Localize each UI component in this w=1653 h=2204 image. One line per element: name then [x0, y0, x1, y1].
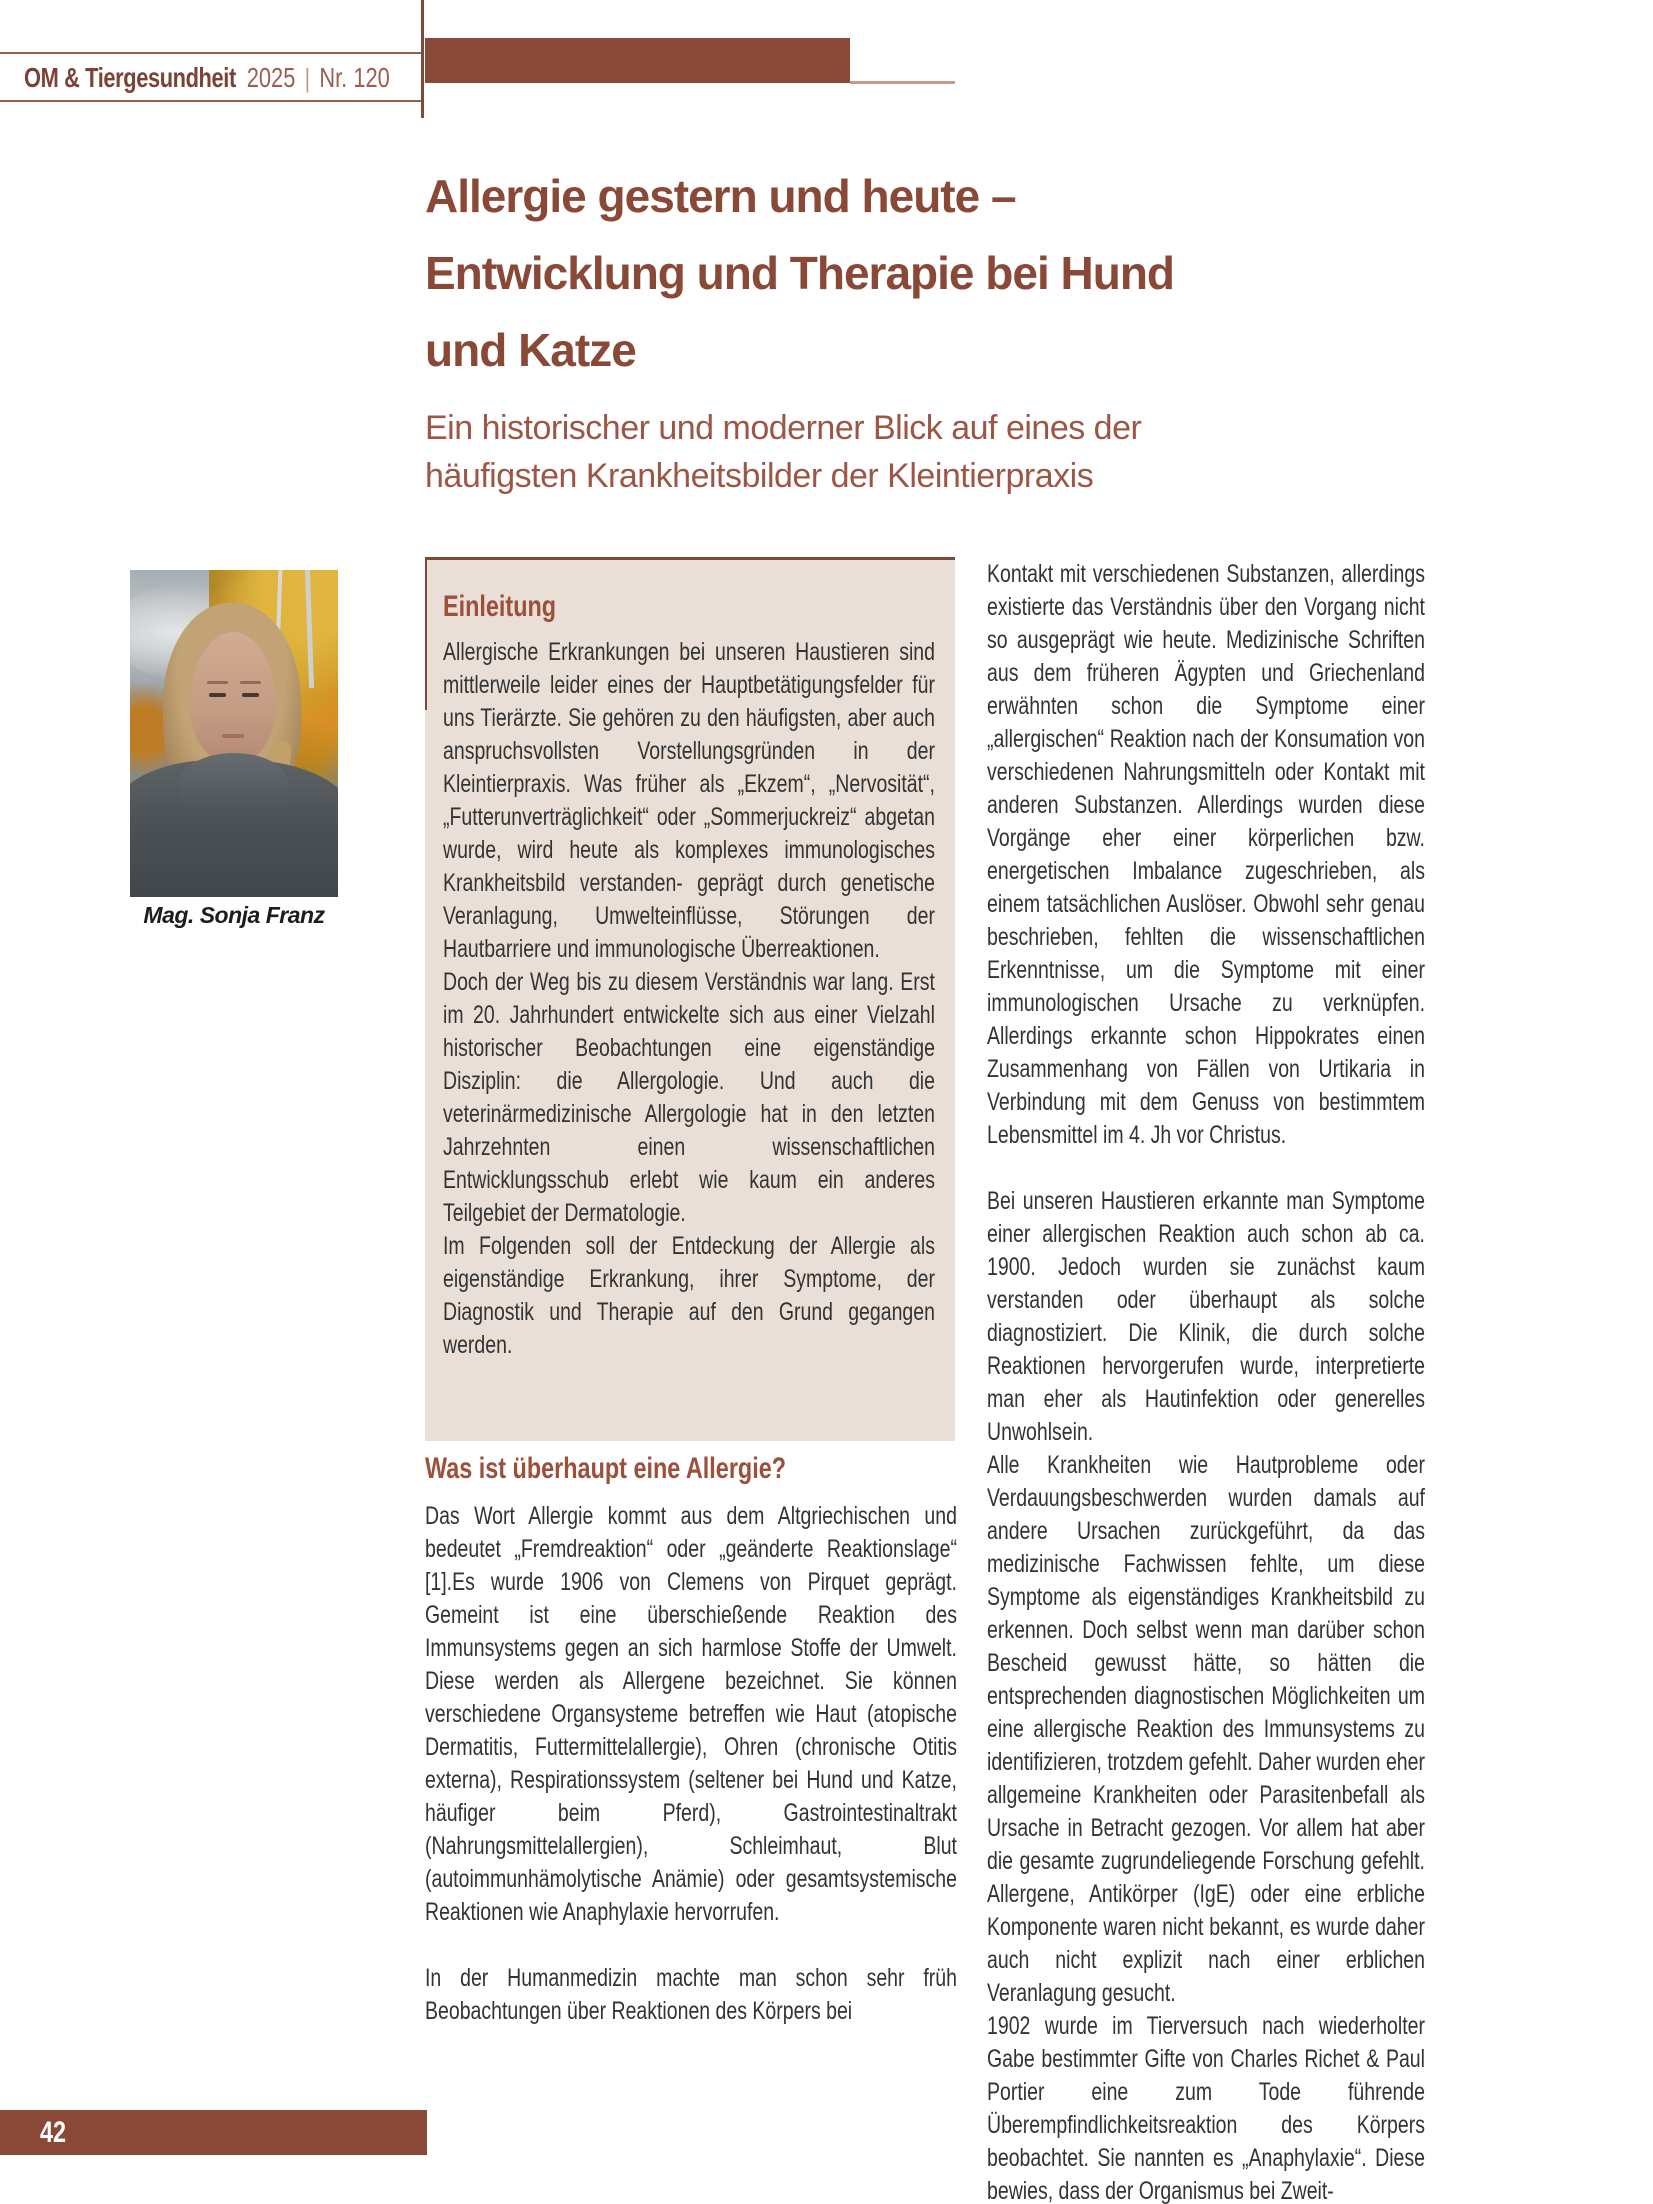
masthead-issue: Nr. 120: [319, 62, 390, 93]
photo-person-mouth: [222, 734, 245, 738]
photo-person-eye: [209, 693, 226, 697]
intro-paragraph: Doch der Weg bis zu diesem Verständnis war lang. Erst im 20. Jahrhundert entwickelte sich aus einer Vielzahl historischer Beobachtungen eine eigenständige Disziplin: die Allergologie. Und auch die veterinärmedizinische Allergologie hat in den letzten Jahrzehnten einen wissenschaftlichen Entwicklungsschub erlebt wie kaum ein anderes Teilgebiet der Dermatologie.: [443, 968, 935, 1227]
title-line-1: Allergie gestern und heute –: [425, 170, 1016, 222]
subtitle-line-2: häufigsten Krankheitsbilder der Kleintierpraxis: [425, 457, 1094, 495]
section-paragraph: Das Wort Allergie kommt aus dem Altgriechischen und bedeutet „Fremdreaktion“ oder „geänderte Reaktionslage“ [1].Es wurde 1906 von Clemens von Pirquet geprägt. Gemeint ist eine überschießende Reaktion des Immunsystems gegen an sich harmlose Stoffe der Umwelt. Diese werden als Allergene bezeichnet. Sie können verschiedene Organsysteme betreffen wie Haut (atopische Dermatitis, Futtermittelallergie), Ohren (chronische Otitis externa), Respirationssystem (seltener bei Hund und Katze, häufiger beim Pferd), Gastrointestinaltrakt (Nahrungsmittelallergien), Schleimhaut, Blut (autoimmunhämolytische Anämie) oder gesamtsystemische Reaktionen wie Anaphylaxie hervorrufen.: [425, 1502, 957, 1926]
photo-person-face: [190, 632, 275, 763]
right-paragraph: 1902 wurde im Tierversuch nach wiederholter Gabe bestimmter Gifte von Charles Richet & Paul Portier eine zum Tode führende Überempfindlichkeitsreaktion des Körpers beobachtet. Sie nannten es „Anaphylaxie“. Diese bewies, dass der Organismus bei Zweit-: [987, 2012, 1425, 2204]
photo-person-eye: [242, 693, 259, 697]
title-line-3: und Katze: [425, 324, 636, 376]
right-column: [987, 558, 1425, 2204]
page-number: 42: [40, 2116, 67, 2149]
masthead-divider: |: [304, 62, 310, 93]
footer-bar: [0, 2110, 427, 2155]
right-paragraph: Kontakt mit verschiedenen Substanzen, allerdings existierte das Verständnis über den Vorgang nicht so ausgeprägt wie heute. Medizinische Schriften aus dem früheren Ägypten und Griechenland erwähnten schon die Symptome einer „allergischen“ Reaktion nach der Konsumation von verschiedenen Nahrungsmitteln oder Kontakt mit anderen Substanzen. Allerdings wurden diese Vorgänge eher einer körperlichen bzw. energetischen Imbalance zugeschrieben, als einem tatsächlichen Auslöser. Obwohl sehr genau beschrieben, fehlten die wissenschaftlichen Erkenntnisse, um die Symptome mit einer immunologischen Ursache zu verknüpfen. Allerdings erkannte schon Hippokrates einen Zusammenhang von Fällen von Urtikaria in Verbindung mit dem Genuss von bestimmtem Lebensmittel im 4. Jh vor Christus.: [987, 560, 1425, 1149]
header-accent-bar: [425, 38, 850, 83]
photo-person-eyebrow: [207, 681, 228, 684]
article-title: [425, 158, 1325, 389]
left-column: [425, 1452, 957, 2028]
masthead: [24, 58, 424, 98]
intro-paragraph: Im Folgenden soll der Entdeckung der Allergie als eigenständige Erkrankung, ihrer Symptome, der Diagnostik und Therapie auf den Grund gegangen werden.: [443, 1232, 935, 1359]
header-accent-tail: [850, 81, 955, 84]
masthead-year: 2025: [246, 62, 296, 93]
photo-person-eyebrow: [240, 681, 261, 684]
title-line-2: Entwicklung und Therapie bei Hund: [425, 247, 1175, 299]
intro-paragraph: Allergische Erkrankungen bei unseren Haustieren sind mittlerweile leider eines der Hauptbetätigungsfelder für uns Tierärzte. Sie gehören zu den häufigsten, aber auch anspruchsvollsten Vorstellungsgründen in der Kleintierpraxis. Was früher als „Ekzem“, „Nervosität“, „Futterunverträglichkeit“ oder „Sommerjuckreiz“ abgetan wurde, wird heute als komplexes immunologisches Krankheitsbild verstanden- geprägt durch genetische Veranlagung, Umwelteinflüsse, Störungen der Hautbarriere und immunologische Überreaktionen.: [443, 638, 935, 963]
photo-person-collar: [180, 753, 288, 812]
author-photo: [130, 570, 338, 897]
subtitle-line-1: Ein historischer und moderner Blick auf eines der: [425, 409, 1142, 447]
section-paragraph: In der Humanmedizin machte man schon sehr früh Beobachtungen über Reaktionen des Körpers bei: [425, 1964, 957, 2025]
intro-box-heading: Einleitung: [443, 590, 557, 623]
intro-box: [425, 557, 955, 1441]
masthead-rule-bottom: [0, 100, 421, 102]
section-heading: Was ist überhaupt eine Allergie?: [425, 1452, 787, 1485]
author-caption: Mag. Sonja Franz: [143, 902, 325, 928]
masthead-rule-top: [0, 52, 421, 54]
right-paragraph: Alle Krankheiten wie Hautprobleme oder Verdauungsbeschwerden wurden damals auf andere Ursachen zurückgeführt, da das medizinische Fachwissen fehlte, um diese Symptome als eigenständiges Krankheitsbild zu erkennen. Doch selbst wenn man darüber schon Bescheid gewusst hätte, so hätten die entsprechenden diagnostischen Möglichkeiten um eine allergische Reaktion des Immunsystems zu identifizieren, trotzdem gefehlt. Daher wurden eher allgemeine Krankheiten oder Parasitenbefall als Ursache in Betracht gezogen. Vor allem hat aber die gesamte zugrundeliegende Forschung gefehlt. Allergene, Antikörper (IgE) oder eine erbliche Komponente waren nicht bekannt, es wurde daher auch nicht explizit nach einer erblichen Veranlagung gesucht.: [987, 1451, 1425, 2007]
right-paragraph: Bei unseren Haustieren erkannte man Symptome einer allergischen Reaktion auch schon ab ca. 1900. Jedoch wurden sie zunächst kaum verstanden oder überhaupt als solche diagnostiziert. Die Klinik, die durch solche Reaktionen hervorgerufen wurde, interpretierte man eher als Hautinfektion oder generelles Unwohlsein.: [987, 1187, 1425, 1446]
article-subtitle: [425, 404, 1405, 500]
masthead-brand: OM & Tiergesundheit: [24, 62, 236, 93]
